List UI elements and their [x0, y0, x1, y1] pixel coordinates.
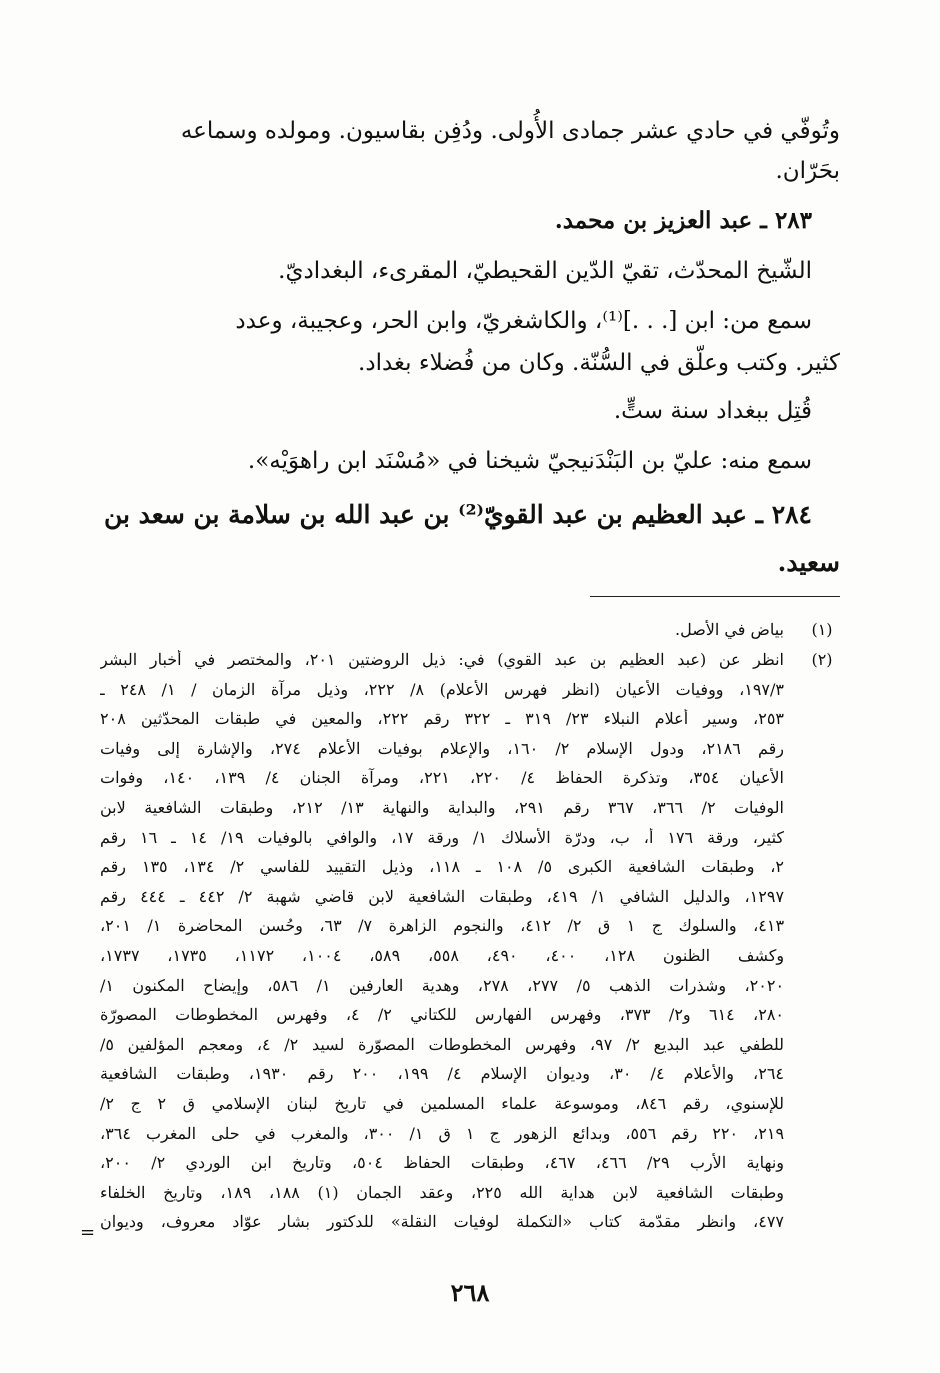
footnote-separator — [590, 596, 840, 597]
footnote-2-line — [100, 916, 840, 940]
body-line-8: سمع منه: عليّ بن البَنْدَنيجيّ شيخنا في «مُسْنَد ابن راهوَيْه». — [247, 448, 812, 474]
footnote-2-line — [100, 976, 840, 1000]
footnote-2-line — [100, 887, 840, 911]
footnote-2-line — [100, 1124, 840, 1148]
footnote-line: رقم ٢١٨٦، ودول الإسلام ٢/ ١٦٠، والإعلام بوفيات الأعلام ٢٧٤، والإشارة إلى وفيات — [100, 739, 784, 758]
page-number: ٢٦٨ — [450, 1278, 490, 1307]
footnote-1 — [100, 620, 840, 644]
entry-284-heading: ٢٨٤ ـ عبد العظيم بن عبد القويّ⁽²⁾ بن عبد الله بن سلامة بن سعد بن — [103, 500, 812, 529]
footnote-2-line — [100, 739, 840, 763]
footnote-2-line — [100, 768, 840, 792]
footnote-2-line — [100, 709, 840, 733]
footnote-line: كثير، ورقة ١٧٦ أ، ب، ودرّة الأسلاك ١/ ورقة ١٧، والوافي بالوفيات ١٩/ ١٤ ـ ١٦ رقم — [100, 828, 784, 847]
footnote-2-line — [100, 1153, 840, 1177]
footnote-line: ٢، وطبقات الشافعية الكبرى ٥/ ١٠٨ ـ ١١٨، وذيل التقييد للفاسي ٢/ ١٣٤، ١٣٥ رقم — [100, 857, 784, 876]
footnote-line: ٢٥٣، وسير أعلام النبلاء ٢٣/ ٣١٩ ـ ٣٢٢ رقم ٢٢٢، والمعين في طبقات المحدّثين ٢٠٨ — [100, 709, 784, 728]
body-line-7: قُتِل ببغداد سنة ستٍّ. — [613, 398, 812, 424]
body-line-1: وتُوفّي في حادي عشر جمادى الأُولى. ودُفِن بقاسيون. ومولده وسماعه — [180, 118, 840, 144]
footnote-line: وكشف الظنون ١٢٨، ٤٠٠، ٤٩٠، ٥٥٨، ٥٨٩، ١٠٠٤، ١١٧٢، ١٧٣٥، ١٧٣٧، — [100, 946, 784, 965]
footnote-line: ٢٨٠، ٦١٤ و٢/ ٣٧٣، وفهرس الفهارس للكتاني ٢/ ٤، وفهرس المخطوطات المصورّة — [100, 1005, 784, 1024]
footnote-line: ٢٦٤، والأعلام ٤/ ٣٠، وديوان الإسلام ٤/ ١٩٩، ٢٠٠ رقم ١٩٣٠، وطبقات الشافعية — [100, 1064, 784, 1083]
footnote-line: ١٩٧/٣، ووفيات الأعيان (انظر فهرس الأعلام) ٨/ ٢٢٢، وذيل مرآة الزمان / ١/ ٢٤٨ ـ — [100, 680, 784, 699]
footnote-2-line — [100, 798, 840, 822]
footnote-line: وطبقات الشافعية لابن هداية الله ٢٢٥، وعقد الجمان (١) ١٨٨، ١٨٩، وتاريخ الخلفاء — [100, 1183, 784, 1202]
continuation-mark: = — [80, 1222, 96, 1243]
body-line-5: سمع من: ابن [. . .]⁽¹⁾، والكاشغريّ، وابن الحر، وعجيبة، وعدد — [235, 308, 812, 334]
footnote-line: للإسنوي، رقم ٨٤٦، وموسوعة علماء المسلمين في تاريخ لبنان الإسلامي ق ٢ ج ٢/ — [100, 1094, 784, 1113]
footnote-2-line — [100, 680, 840, 704]
entry-283-heading: ٢٨٣ ـ عبد العزيز بن محمد. — [554, 207, 812, 234]
footnote-2-line — [100, 1212, 840, 1236]
body-line-4: الشّيخ المحدّث، تقيّ الدّين القحيطيّ، المقرىء، البغداديّ. — [278, 258, 812, 284]
body-line-2: بحَرّان. — [775, 158, 840, 184]
footnote-line: ٢٠٢٠، وشذرات الذهب ٥/ ٢٧٧، ٢٧٨، وهدية العارفين ١/ ٥٨٦، وإيضاح المكنون ١/ — [100, 976, 784, 995]
body-line-6: كثير. وكتب وعلّق في السُّنّة. وكان من فُضلاء بغداد. — [358, 350, 840, 376]
footnote-2-line — [100, 828, 840, 852]
footnote-line: انظر عن (عبد العظيم بن عبد القوي) في: ذيل الروضتين ٢٠١، والمختصر في أخبار البشر — [100, 650, 784, 669]
footnote-line: الأعيان ٣٥٤، وتذكرة الحفاظ ٤/ ٢٢٠، ٢٢١، ومرآة الجنان ٤/ ١٣٩، ١٤٠، وفوات — [100, 768, 784, 787]
footnote-line: الوفيات ٢/ ٣٦٦، ٣٦٧ رقم ٢٩١، والبداية والنهاية ١٣/ ٢١٢، وطبقات الشافعية لابن — [100, 798, 784, 817]
footnote-2-line — [100, 1035, 840, 1059]
entry-284-heading-cont: سعيد. — [777, 548, 840, 577]
footnote-line: ٤١٣، والسلوك ج ١ ق ٢/ ٤١٢، والنجوم الزاهرة ٧/ ٦٣، وحُسن المحاضرة ١/ ٢٠١، — [100, 916, 784, 935]
footnote-2-line — [100, 1064, 840, 1088]
footnote-number: (١) — [811, 620, 833, 639]
footnote-2-line — [100, 1094, 840, 1118]
footnote-2-line — [100, 1005, 840, 1029]
footnote-2 — [100, 650, 840, 674]
footnote-line: ٢١٩، ٢٢٠ رقم ٥٥٦، وبدائع الزهور ج ١ ق ١/ ٣٠٠، والمغرب في حلى المغرب ٣٦٤، — [100, 1124, 784, 1143]
footnote-number: (٢) — [811, 650, 833, 669]
footnote-2-line — [100, 1183, 840, 1207]
footnote-line: ٤٧٧، وانظر مقدّمة كتاب «التكملة لوفيات النقلة» للدكتور بشار عوّاد معروف، وديوان — [100, 1212, 784, 1231]
footnote-line: ونهاية الأرب ٢٩/ ٤٦٦، ٤٦٧، وطبقات الحفاظ ٥٠٤، وتاريخ ابن الوردي ٢/ ٢٠٠، — [100, 1153, 784, 1172]
footnote-line: ١٢٩٧، والدليل الشافي ١/ ٤١٩، وطبقات الشافعية لابن قاضي شهبة ٢/ ٤٤٢ ـ ٤٤٤ رقم — [100, 887, 784, 906]
footnote-2-line — [100, 946, 840, 970]
footnote-line: للطفي عبد البديع ٢/ ٩٧، وفهرس المخطوطات المصوّرة لسيد ٢/ ٤، ومعجم المؤلفين ٥/ — [100, 1035, 784, 1054]
footnote-2-line — [100, 857, 840, 881]
footnote-text: بياض في الأصل. — [674, 620, 784, 639]
